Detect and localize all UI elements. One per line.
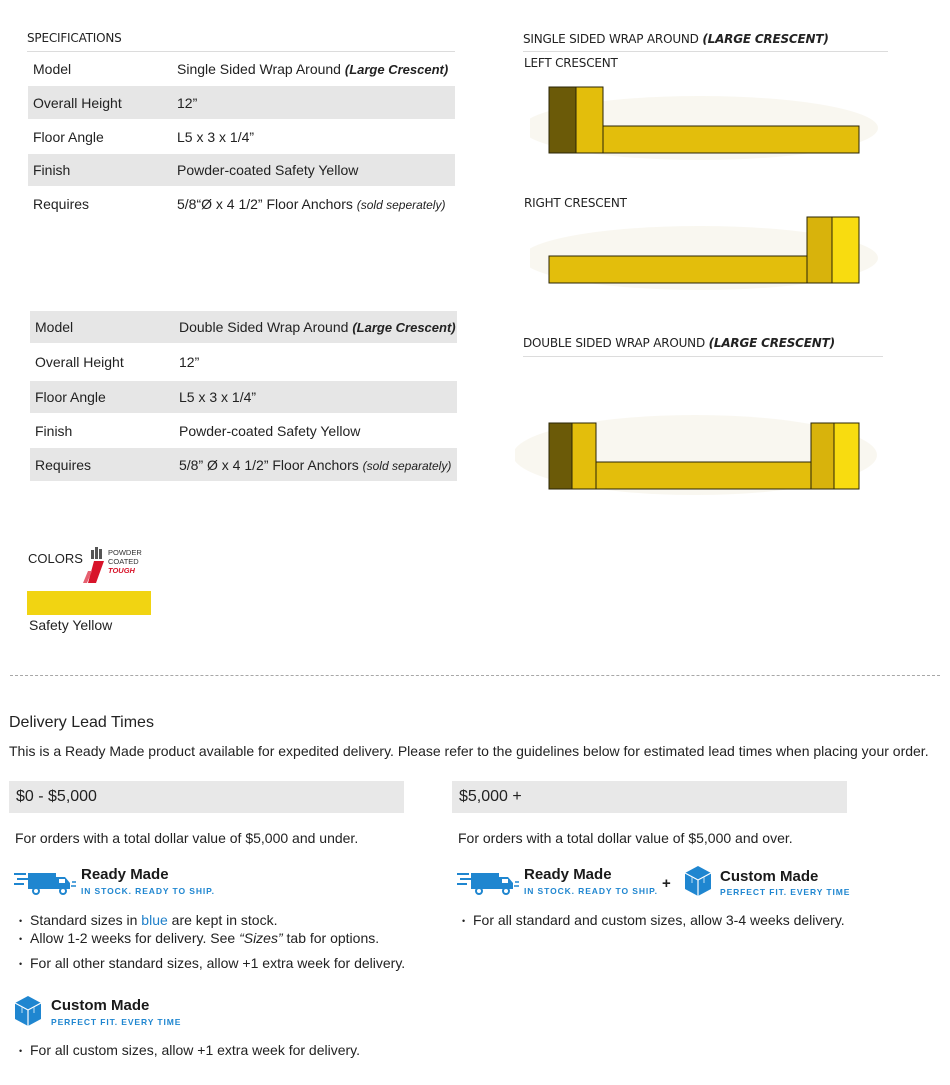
spec-label: Requires	[30, 448, 174, 481]
right-crescent-diagram	[530, 208, 890, 298]
table-row	[28, 186, 455, 222]
bullet-icon: •	[19, 959, 23, 969]
list-item: • Standard sizes in blue are kept in stock.	[19, 912, 278, 928]
badge-line-1: POWDER	[108, 548, 142, 557]
powder-coated-tough-icon	[82, 547, 108, 583]
ready-made-subtitle: IN STOCK. READY TO SHIP.	[524, 886, 658, 896]
spec-label: Model	[30, 311, 174, 343]
spec-value: L5 x 3 x 1/4”	[177, 128, 255, 145]
safety-yellow-swatch[interactable]	[27, 591, 151, 615]
table-row	[28, 52, 455, 86]
spec-label: Floor Angle	[30, 381, 174, 413]
list-item: • For all other standard sizes, allow +1 extra week for delivery.	[19, 955, 406, 971]
ready-made-title: Ready Made	[81, 866, 169, 883]
spec-value: 5/8“Ø x 4 1/2” Floor Anchors (sold seperately)	[177, 196, 446, 212]
powder-coated-tough-logo	[82, 545, 152, 585]
spec-value: Powder-coated Safety Yellow	[172, 154, 455, 186]
bullet-icon: •	[19, 916, 23, 926]
spec-value: 12”	[179, 354, 200, 370]
table-row	[30, 448, 457, 481]
spec-value: Single Sided Wrap Around (Large Crescent)	[177, 61, 449, 77]
left-crescent-diagram	[530, 78, 890, 168]
spec-value: Double Sided Wrap Around (Large Crescent)	[174, 311, 457, 343]
price-tier-5000-plus: $5,000 +	[452, 781, 847, 813]
table-row	[30, 413, 457, 448]
ready-made-title: Ready Made	[524, 866, 612, 883]
table-row	[30, 343, 457, 381]
spec-label: Floor Angle	[33, 128, 104, 145]
custom-made-subtitle: PERFECT FIT. EVERY TIME	[720, 887, 851, 897]
plus-sign: +	[662, 875, 671, 892]
custom-made-subtitle: PERFECT FIT. EVERY TIME	[51, 1017, 182, 1027]
double-spec-table	[30, 311, 457, 481]
bullet-icon: •	[19, 934, 23, 944]
box-icon	[14, 995, 42, 1027]
single-spec-table	[28, 52, 455, 222]
table-row	[30, 381, 457, 413]
price-tier-0-5000: $0 - $5,000	[9, 781, 404, 813]
custom-made-title: Custom Made	[51, 997, 150, 1014]
single-sided-heading: SINGLE SIDED WRAP AROUND (LARGE CRESCENT)	[523, 32, 829, 46]
badge-line-2: COATED	[108, 557, 139, 566]
spec-label: Requires	[33, 196, 90, 212]
tier2-description: For orders with a total dollar value of $5,000 and over.	[458, 830, 793, 846]
specifications-heading: SPECIFICATIONS	[27, 31, 122, 45]
dashed-divider	[10, 675, 940, 676]
spec-value: Powder-coated Safety Yellow	[179, 422, 361, 439]
delivery-title: Delivery Lead Times	[9, 714, 154, 731]
box-icon	[684, 865, 712, 897]
truck-icon	[457, 870, 519, 896]
truck-icon	[14, 870, 76, 896]
delivery-intro: This is a Ready Made product available for expedited delivery. Please refer to the guidelines below for estimated lead times when placing your order.	[9, 743, 929, 759]
ready-made-subtitle: IN STOCK. READY TO SHIP.	[81, 886, 215, 896]
spec-label: Model	[33, 61, 72, 77]
table-row	[30, 311, 457, 343]
right-crescent-label: RIGHT CRESCENT	[524, 196, 627, 210]
spec-value: 12”	[172, 86, 455, 119]
single-sided-rule	[523, 51, 888, 52]
spec-value: 5/8” Ø x 4 1/2” Floor Anchors (sold separately)	[174, 448, 457, 481]
tier1-description: For orders with a total dollar value of $5,000 and under.	[15, 830, 359, 846]
colors-heading: COLORS	[28, 551, 83, 566]
spec-label: Overall Height	[28, 86, 172, 119]
double-sided-diagram	[515, 405, 885, 510]
left-crescent-label: LEFT CRESCENT	[524, 56, 618, 70]
table-row	[28, 86, 455, 119]
custom-made-title: Custom Made	[720, 868, 819, 885]
bullet-icon: •	[19, 1046, 23, 1056]
bullet-icon: •	[462, 916, 466, 926]
badge-line-3: TOUGH	[108, 566, 135, 575]
spec-label: Overall Height	[35, 354, 124, 370]
double-sided-rule	[523, 356, 883, 357]
spec-label: Finish	[35, 422, 73, 439]
list-item: • For all standard and custom sizes, allow 3-4 weeks delivery.	[462, 912, 845, 928]
table-row	[28, 119, 455, 154]
double-sided-heading: DOUBLE SIDED WRAP AROUND (LARGE CRESCENT)	[523, 336, 835, 350]
spec-label: Finish	[28, 154, 172, 186]
table-row	[28, 154, 455, 186]
swatch-name: Safety Yellow	[29, 617, 113, 633]
list-item: • Allow 1-2 weeks for delivery. See “Sizes” tab for options.	[19, 930, 380, 946]
spec-value: L5 x 3 x 1/4”	[174, 381, 457, 413]
list-item: • For all custom sizes, allow +1 extra week for delivery.	[19, 1042, 361, 1058]
